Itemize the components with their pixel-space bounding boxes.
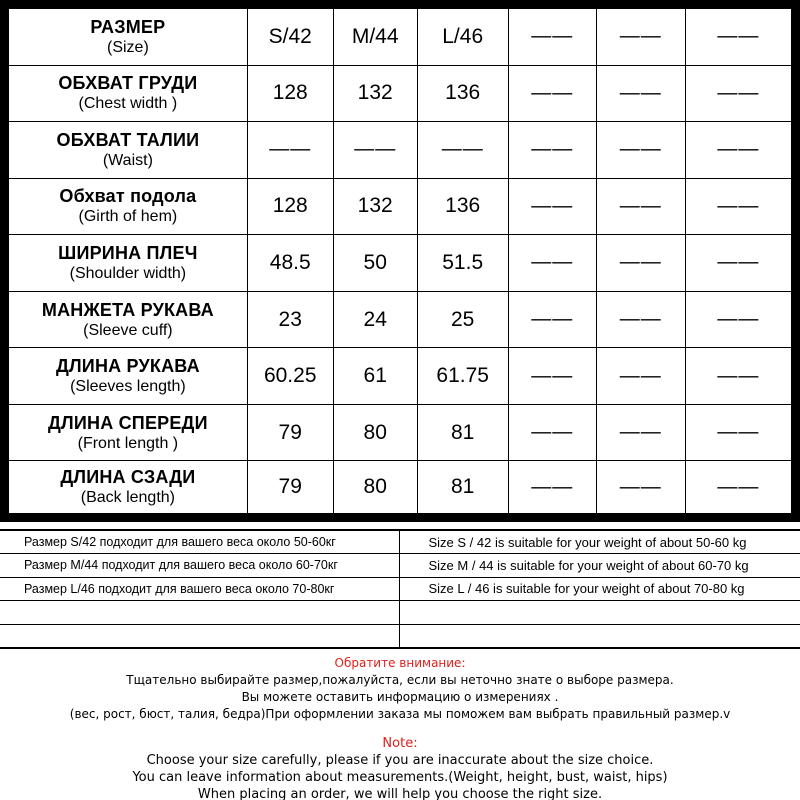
measurement-value: 79: [247, 461, 333, 518]
measurement-value: 81: [417, 461, 508, 518]
measurement-label-ru: Обхват подола: [59, 186, 197, 207]
measurement-value: 25: [417, 291, 508, 348]
measurement-value: ——: [596, 291, 685, 348]
size-header-label-en: (Size): [106, 38, 149, 56]
measurement-label-cell: [5, 291, 248, 348]
measurement-value: ——: [596, 348, 685, 405]
measurement-value: ——: [508, 178, 596, 235]
measurement-label-cell: [5, 461, 248, 518]
measurement-label-en: (Front length ): [77, 434, 179, 452]
measurement-value: ——: [596, 178, 685, 235]
size-header-m: M/44: [333, 5, 417, 66]
measurement-value: ——: [685, 461, 795, 518]
weight-fit-ru: Размер L/46 подходит для вашего веса около 70-80кг: [0, 577, 399, 601]
measurement-value: 48.5: [247, 235, 333, 292]
weight-fit-en: [399, 624, 800, 648]
measurement-value: 128: [247, 178, 333, 235]
measurement-label-en: (Waist): [102, 151, 153, 169]
measurement-value: ——: [685, 291, 795, 348]
weight-fit-en: Size M / 44 is suitable for your weight of about 60-70 kg: [399, 554, 800, 578]
measurement-label-cell: [5, 122, 248, 179]
measurement-value: ——: [508, 65, 596, 122]
measurement-value: ——: [508, 461, 596, 518]
size-header-row: [5, 5, 796, 66]
weight-fit-ru: [0, 601, 399, 625]
measurement-value: ——: [596, 65, 685, 122]
note-line-ru: (вес, рост, бюст, талия, бедра)При оформлении заказа мы поможем вам выбрать правильный размер.v: [69, 707, 731, 721]
measurement-label-ru: ОБХВАТ ТАЛИИ: [56, 129, 200, 150]
measurement-label-cell: [5, 235, 248, 292]
measurement-label-en: (Sleeves length): [70, 378, 186, 396]
size-header-s: S/42: [247, 5, 333, 66]
weight-fit-row: [0, 601, 800, 625]
measurement-value: ——: [508, 348, 596, 405]
weight-fit-row: [0, 530, 800, 554]
size-table-row: [5, 65, 796, 122]
size-table-row: [5, 461, 796, 518]
note-line-ru: Вы можете оставить информацию о измерениях .: [241, 690, 559, 704]
measurement-value: ——: [685, 348, 795, 405]
measurement-value: 50: [333, 235, 417, 292]
measurement-value: ——: [508, 235, 596, 292]
measurement-label-en: (Back length): [80, 489, 175, 507]
weight-fit-ru: [0, 624, 399, 648]
measurement-label-cell: [5, 178, 248, 235]
measurement-value: 23: [247, 291, 333, 348]
size-table-row: [5, 404, 796, 461]
measurement-label-cell: [5, 348, 248, 405]
measurement-value: ——: [417, 122, 508, 179]
weight-fit-row: [0, 577, 800, 601]
measurement-label-en: (Shoulder width): [69, 264, 187, 282]
measurement-value: 79: [247, 404, 333, 461]
weight-fit-en: Size S / 42 is suitable for your weight of about 50-60 kg: [399, 530, 800, 554]
measurement-value: 60.25: [247, 348, 333, 405]
measurement-label-ru: ДЛИНА СЗАДИ: [60, 467, 196, 488]
note-line-en: You can leave information about measurements.(Weight, height, bust, waist, hips): [132, 770, 668, 785]
weight-fit-body: [0, 530, 800, 648]
size-table-row: [5, 178, 796, 235]
size-table-row: [5, 291, 796, 348]
size-table-row: [5, 235, 796, 292]
size-header-empty: ——: [508, 5, 596, 66]
note-line-ru: Тщательно выбирайте размер,пожалуйста, если вы неточно знате о выборе размера.: [126, 673, 674, 687]
size-table-body: [5, 65, 796, 517]
note-line-en: Choose your size carefully, please if you are inaccurate about the size choice.: [146, 753, 654, 768]
measurement-value: ——: [685, 178, 795, 235]
measurement-value: ——: [596, 122, 685, 179]
measurement-label-ru: ОБХВАТ ГРУДИ: [58, 73, 198, 94]
measurement-value: ——: [596, 461, 685, 518]
measurement-value: 132: [333, 178, 417, 235]
measurement-value: 61.75: [417, 348, 508, 405]
weight-fit-ru: Размер S/42 подходит для вашего веса около 50-60кг: [0, 530, 399, 554]
measurement-value: ——: [685, 122, 795, 179]
measurement-value: ——: [508, 291, 596, 348]
measurement-value: ——: [596, 235, 685, 292]
weight-fit-table: [0, 529, 800, 649]
measurement-label-cell: [5, 404, 248, 461]
measurement-value: ——: [685, 404, 795, 461]
measurement-value: ——: [508, 122, 596, 179]
measurement-label-en: (Chest width ): [78, 95, 178, 113]
measurement-value: ——: [685, 235, 795, 292]
measurement-label-ru: ШИРИНА ПЛЕЧ: [58, 242, 198, 263]
measurement-value: 136: [417, 65, 508, 122]
measurement-label-ru: МАНЖЕТА РУКАВА: [41, 299, 214, 320]
weight-fit-row: [0, 554, 800, 578]
weight-fit-en: [399, 601, 800, 625]
note-title-ru: Обратите внимание:: [334, 656, 466, 670]
weight-fit-en: Size L / 46 is suitable for your weight of about 70-80 kg: [399, 577, 800, 601]
measurement-label-ru: ДЛИНА РУКАВА: [55, 356, 200, 377]
measurement-value: 80: [333, 461, 417, 518]
weight-fit-ru: Размер M/44 подходит для вашего веса около 60-70кг: [0, 554, 399, 578]
measurement-value: 136: [417, 178, 508, 235]
size-header-empty: ——: [685, 5, 795, 66]
measurement-value: ——: [685, 65, 795, 122]
size-header-l: L/46: [417, 5, 508, 66]
measurement-label-en: (Sleeve cuff): [83, 321, 173, 339]
measurement-label-ru: ДЛИНА СПЕРЕДИ: [48, 412, 208, 433]
measurement-value: 61: [333, 348, 417, 405]
size-table-row: [5, 348, 796, 405]
size-notes: [0, 655, 800, 800]
measurement-value: 128: [247, 65, 333, 122]
measurement-value: 51.5: [417, 235, 508, 292]
measurement-value: ——: [247, 122, 333, 179]
weight-fit-row: [0, 624, 800, 648]
measurement-value: ——: [596, 404, 685, 461]
size-header-empty: ——: [596, 5, 685, 66]
measurement-value: 132: [333, 65, 417, 122]
note-line-en: When placing an order, we will help you choose the right size.: [197, 787, 603, 800]
size-header-label-cell: [5, 5, 248, 66]
measurement-value: 81: [417, 404, 508, 461]
measurement-label-cell: [5, 65, 248, 122]
measurement-value: 80: [333, 404, 417, 461]
measurement-value: ——: [508, 404, 596, 461]
measurement-value: 24: [333, 291, 417, 348]
size-header-label-ru: РАЗМЕР: [90, 16, 166, 37]
measurement-label-en: (Girth of hem): [78, 208, 178, 226]
note-title-en: Note:: [382, 736, 418, 751]
size-table-row: [5, 122, 796, 179]
measurement-value: ——: [333, 122, 417, 179]
